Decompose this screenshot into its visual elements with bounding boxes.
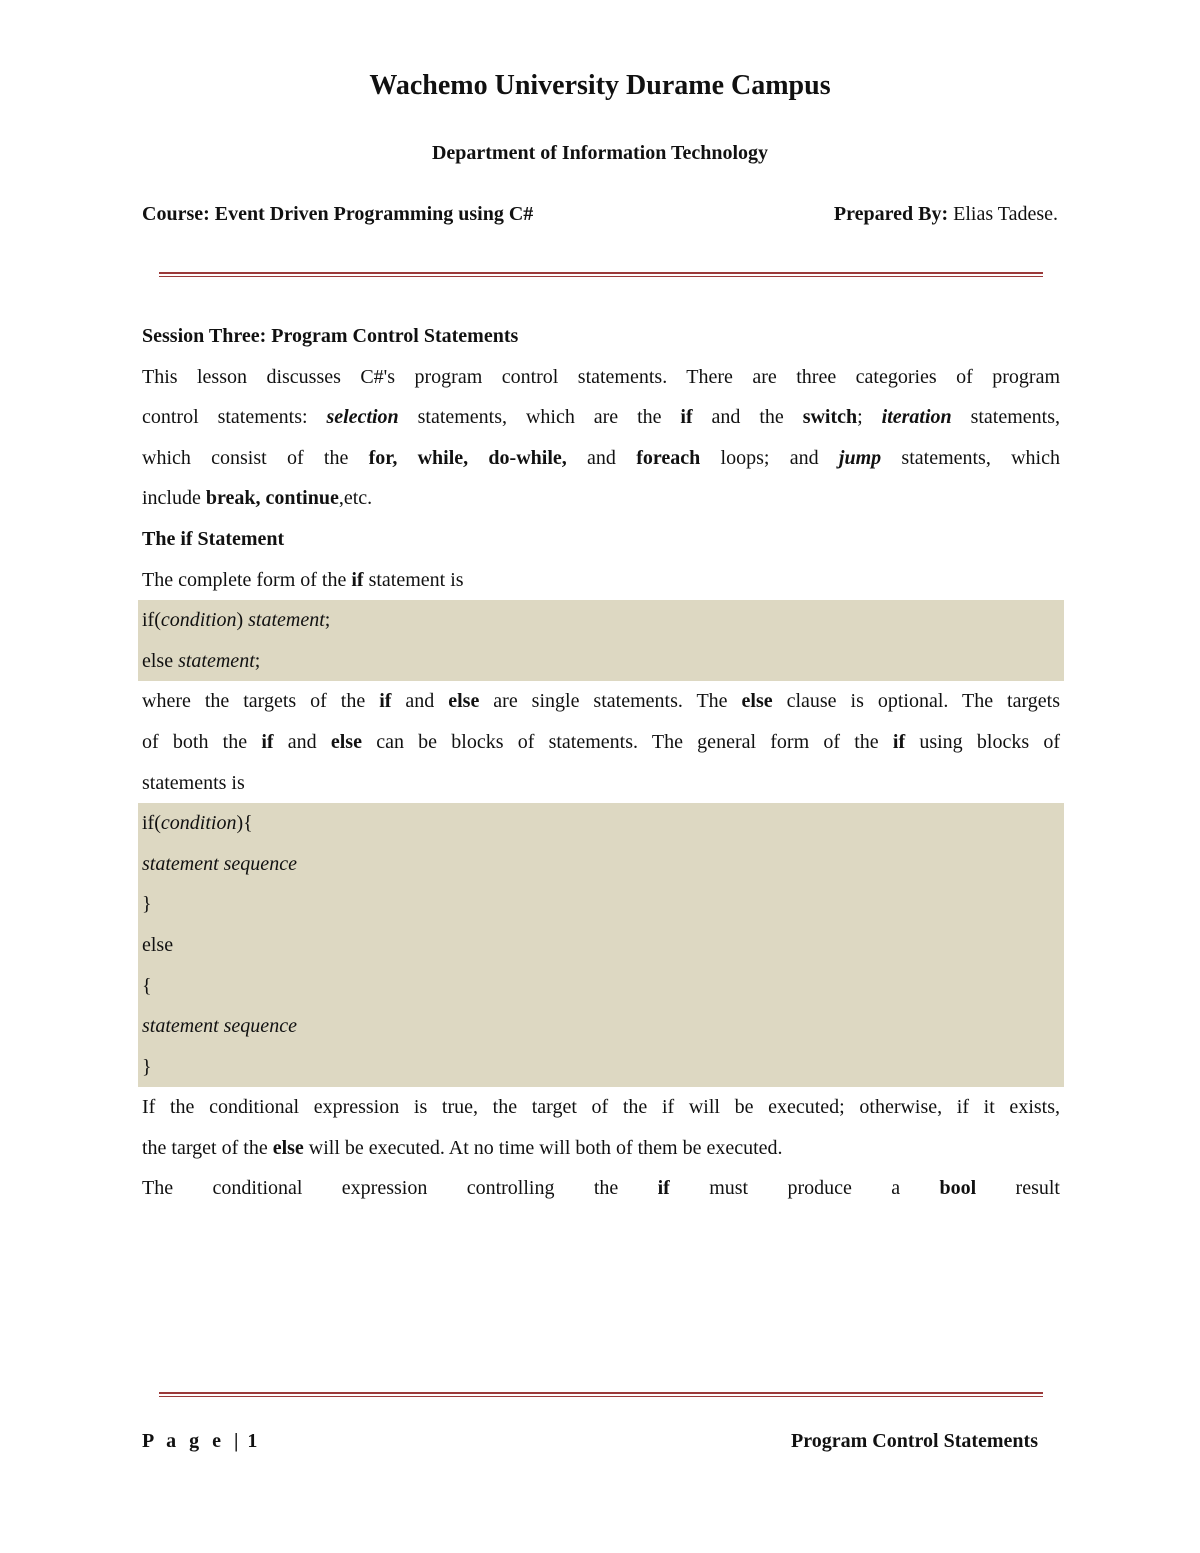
text-span: The complete form of the	[142, 568, 352, 591]
code-line	[142, 803, 1064, 844]
page-number: 1	[242, 1430, 258, 1452]
code-line	[142, 641, 1064, 682]
keyword-if: if	[892, 730, 906, 753]
text-span: and	[273, 730, 331, 753]
text-span: include	[142, 487, 206, 510]
text-span: loops; and	[700, 446, 839, 469]
text-span: and	[566, 446, 637, 469]
text-span: if(	[142, 812, 161, 835]
code-block-if-else	[138, 803, 1064, 1087]
text-span: ,etc.	[338, 487, 373, 510]
text-span: will be executed. At no time will both of them be executed.	[303, 1136, 783, 1159]
text-span: can be blocks of statements. The general form of the	[361, 730, 893, 753]
keyword-else: else	[741, 690, 773, 713]
text-span: statements,	[951, 406, 1060, 429]
page-label: P a g e |	[142, 1430, 243, 1452]
word: produce	[787, 1177, 852, 1200]
text-span: statements, which are the	[398, 406, 681, 429]
text-span: are single statements. The	[479, 690, 742, 713]
text-span: using blocks of	[905, 730, 1061, 753]
text-span: statement	[178, 649, 255, 672]
main-content	[142, 316, 1060, 1209]
keyword-break-continue: break, continue	[205, 487, 339, 510]
text-span: where the targets of the	[142, 690, 380, 713]
header-rule	[159, 272, 1043, 277]
keyword-else: else	[448, 690, 480, 713]
word: result	[1015, 1177, 1060, 1200]
text-span: ;	[324, 609, 331, 632]
text-span: ){	[236, 812, 253, 835]
text-span: which consist of the	[142, 446, 369, 469]
text-span: of both the	[142, 730, 262, 753]
prepared-name: Elias Tadese.	[948, 203, 1058, 225]
footer-topic: Program Control Statements	[791, 1430, 1038, 1452]
keyword-foreach: foreach	[636, 446, 701, 469]
code-line: {	[142, 974, 152, 997]
para-line	[142, 681, 1060, 722]
intro-line-3	[142, 438, 1060, 479]
keyword-loops: for, while, do-while,	[368, 446, 567, 469]
text-span: if(	[142, 609, 161, 632]
text-span: and the	[692, 406, 803, 429]
intro-line-4	[142, 478, 1060, 519]
keyword-iteration: iteration	[881, 406, 952, 429]
word: must	[709, 1177, 749, 1200]
intro-line-2	[142, 397, 1060, 438]
text-span: )	[236, 609, 249, 632]
page-footer	[142, 1430, 1038, 1453]
text-span: control statements:	[142, 406, 327, 429]
text-span: statement	[248, 609, 325, 632]
page-number-group	[142, 1430, 257, 1453]
department-title: Department of Information Technology	[431, 142, 769, 164]
word: bool	[939, 1177, 977, 1200]
keyword-selection: selection	[326, 406, 399, 429]
keyword-jump: jump	[838, 446, 882, 469]
code-line: }	[142, 893, 152, 916]
text-span: statement is	[363, 568, 464, 591]
if-intro-line	[142, 560, 1060, 601]
prepared-by	[834, 203, 1058, 226]
text-span: statements, which	[881, 446, 1060, 469]
code-line: statement sequence	[142, 852, 297, 875]
word: conditional	[212, 1177, 303, 1200]
session-heading: Session Three: Program Control Statements	[142, 325, 519, 347]
keyword-switch: switch	[802, 406, 858, 429]
code-block-simple-if	[138, 600, 1064, 681]
para-line: statements is	[142, 771, 245, 794]
prepared-label: Prepared By:	[833, 203, 949, 225]
keyword-if: if	[261, 730, 274, 753]
word: controlling	[466, 1177, 555, 1200]
para-line	[142, 1128, 1060, 1169]
word: The	[142, 1177, 174, 1200]
para-line: If the conditional expression is true, the target of the if will be executed; otherwise, if it exists,	[142, 1096, 1060, 1119]
word: a	[891, 1177, 901, 1200]
code-line: statement sequence	[142, 1015, 297, 1038]
word: the	[593, 1177, 619, 1200]
footer-rule	[159, 1392, 1043, 1397]
university-title: Wachemo University Durame Campus	[369, 70, 831, 101]
keyword-else: else	[272, 1136, 304, 1159]
intro-line-1: This lesson discusses C#'s program control statements. There are three categories of program	[142, 365, 1060, 388]
keyword-if: if	[351, 568, 364, 591]
text-span: and	[391, 690, 449, 713]
para-line	[142, 722, 1060, 763]
if-heading: The if Statement	[142, 527, 285, 550]
course-line	[142, 203, 1058, 226]
code-line: }	[142, 1055, 152, 1078]
text-span: else	[142, 649, 179, 672]
course-label: Course: Event Driven Programming using C#	[142, 203, 534, 225]
text-span: condition	[160, 609, 237, 632]
code-line	[142, 600, 1064, 641]
text-span: ;	[857, 406, 882, 429]
word: if	[657, 1177, 670, 1200]
para-line-spread	[142, 1168, 1060, 1209]
keyword-else: else	[330, 730, 362, 753]
keyword-if: if	[680, 406, 693, 429]
code-line: else	[142, 933, 174, 956]
word: expression	[341, 1177, 428, 1200]
text-span: ;	[254, 649, 261, 672]
text-span: condition	[160, 812, 237, 835]
keyword-if: if	[379, 690, 392, 713]
text-span: the target of the	[142, 1136, 273, 1159]
text-span: clause is optional. The targets	[772, 690, 1060, 713]
